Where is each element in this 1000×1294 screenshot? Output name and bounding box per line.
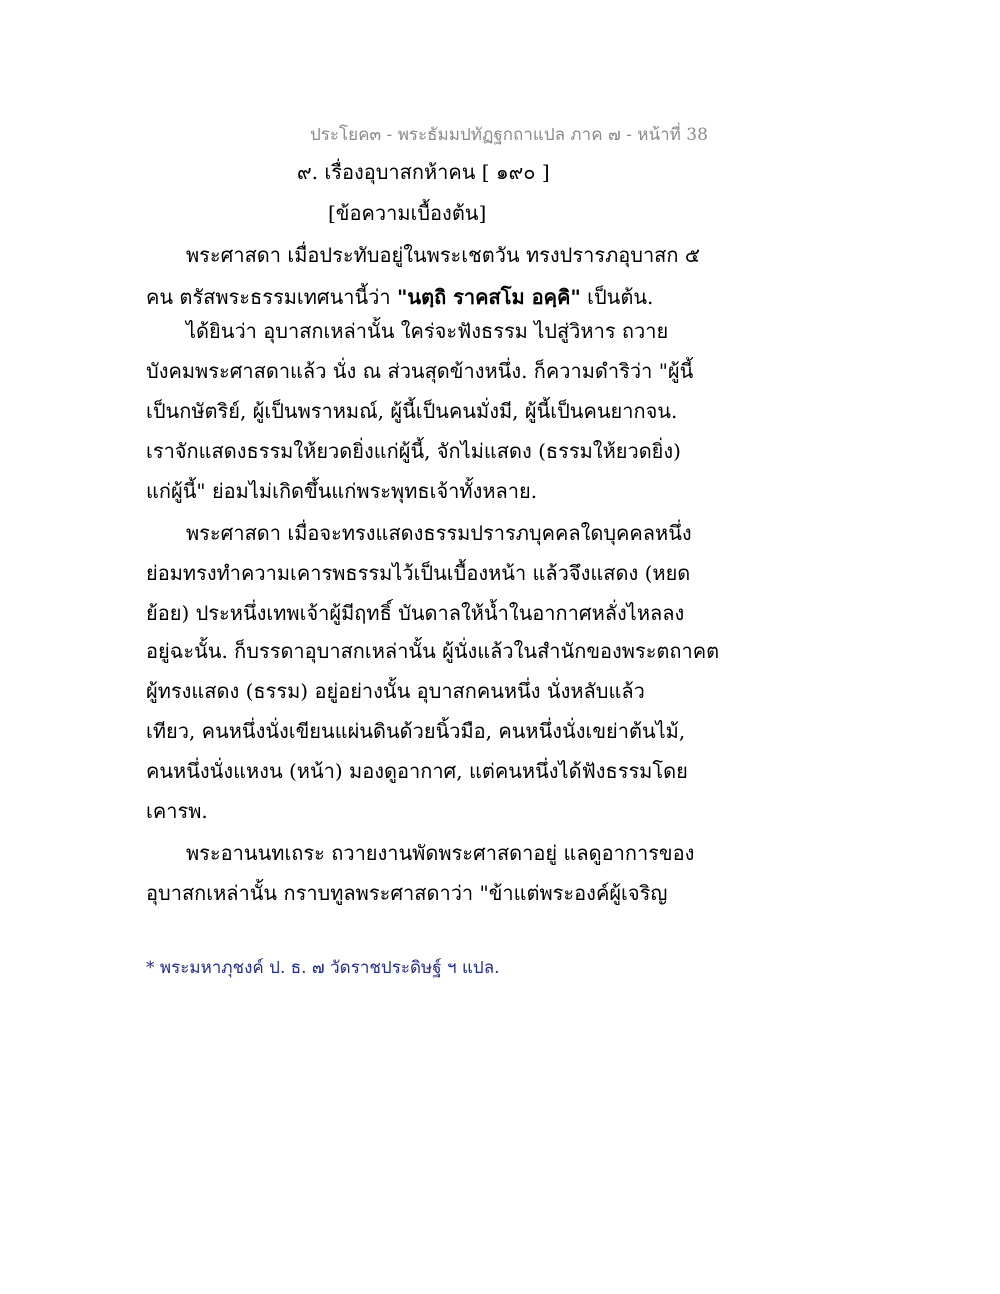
body-line: อุบาสกเหล่านั้น กราบทูลพระศาสดาว่า "ข้าแต่พระองค์ผู้เจริญ <box>146 881 668 905</box>
running-head: ประโยค๓ - พระธัมมปทัฏฐกถาแปล ภาค ๗ - หน้าที่ 38 <box>310 125 708 145</box>
body-line: ได้ยินว่า อุบาสกเหล่านั้น ใคร่จะฟังธรรม ไปสู่วิหาร ถวาย <box>186 319 669 343</box>
body-line: คนหนึ่งนั่งแหงน (หน้า) มองดูอากาศ, แต่คนหนึ่งได้ฟังธรรมโดย <box>146 759 688 783</box>
body-line: เคารพ. <box>146 799 208 823</box>
body-line: อยู่ฉะนั้น. ก็บรรดาอุบาสกเหล่านั้น ผู้นั่งแล้วในสำนักของพระตถาคต <box>146 639 720 663</box>
body-line-text: คน ตรัสพระธรรมเทศนานี้ว่า <box>146 285 391 309</box>
section-subtitle: [ข้อความเบื้องต้น] <box>328 201 487 225</box>
body-line: ย้อย) ประหนึ่งเทพเจ้าผู้มีฤทธิ์ บันดาลให้น้ำในอากาศหลั่งไหลลง <box>146 601 685 625</box>
body-line-text: เป็นต้น. <box>580 285 654 309</box>
body-line: พระศาสดา เมื่อประทับอยู่ในพระเชตวัน ทรงปรารภอุบาสก ๕ <box>186 243 700 267</box>
body-line: บังคมพระศาสดาแล้ว นั่ง ณ ส่วนสุดข้างหนึ่ง. ก็ความดำริว่า "ผู้นี้ <box>146 359 694 383</box>
translator-footnote: * พระมหาภุชงค์ ป. ธ. ๗ วัดราชประดิษฐ์ ฯ แปล. <box>146 958 500 978</box>
body-line: เป็นกษัตริย์, ผู้เป็นพราหมณ์, ผู้นี้เป็นคนมั่งมี, ผู้นี้เป็นคนยากจน. <box>146 399 678 423</box>
body-line <box>146 283 653 311</box>
chapter-title: ๙. เรื่องอุบาสกห้าคน [ ๑๙๐ ] <box>297 160 550 184</box>
body-line: แก่ผู้นี้" ย่อมไม่เกิดขึ้นแก่พระพุทธเจ้าทั้งหลาย. <box>146 479 538 503</box>
body-line: พระศาสดา เมื่อจะทรงแสดงธรรมปรารภบุคคลใดบุคคลหนึ่ง <box>186 521 692 545</box>
body-line: พระอานนทเถระ ถวายงานพัดพระศาสดาอยู่ แลดูอาการของ <box>186 841 695 865</box>
body-line: เราจักแสดงธรรมให้ยวดยิ่งแก่ผู้นี้, จักไม่แสดง (ธรรมให้ยวดยิ่ง) <box>146 439 681 463</box>
body-line: เทียว, คนหนึ่งนั่งเขียนแผ่นดินด้วยนิ้วมือ, คนหนึ่งนั่งเขย่าต้นไม้, <box>146 719 686 743</box>
body-line: ผู้ทรงแสดง (ธรรม) อยู่อย่างนั้น อุบาสกคนหนึ่ง นั่งหลับแล้ว <box>146 679 645 703</box>
pali-quote: "นตฺถิ ราคสโม อคฺคิ" <box>397 285 581 309</box>
body-line: ย่อมทรงทำความเคารพธรรมไว้เป็นเบื้องหน้า แล้วจึงแสดง (หยด <box>146 561 691 585</box>
